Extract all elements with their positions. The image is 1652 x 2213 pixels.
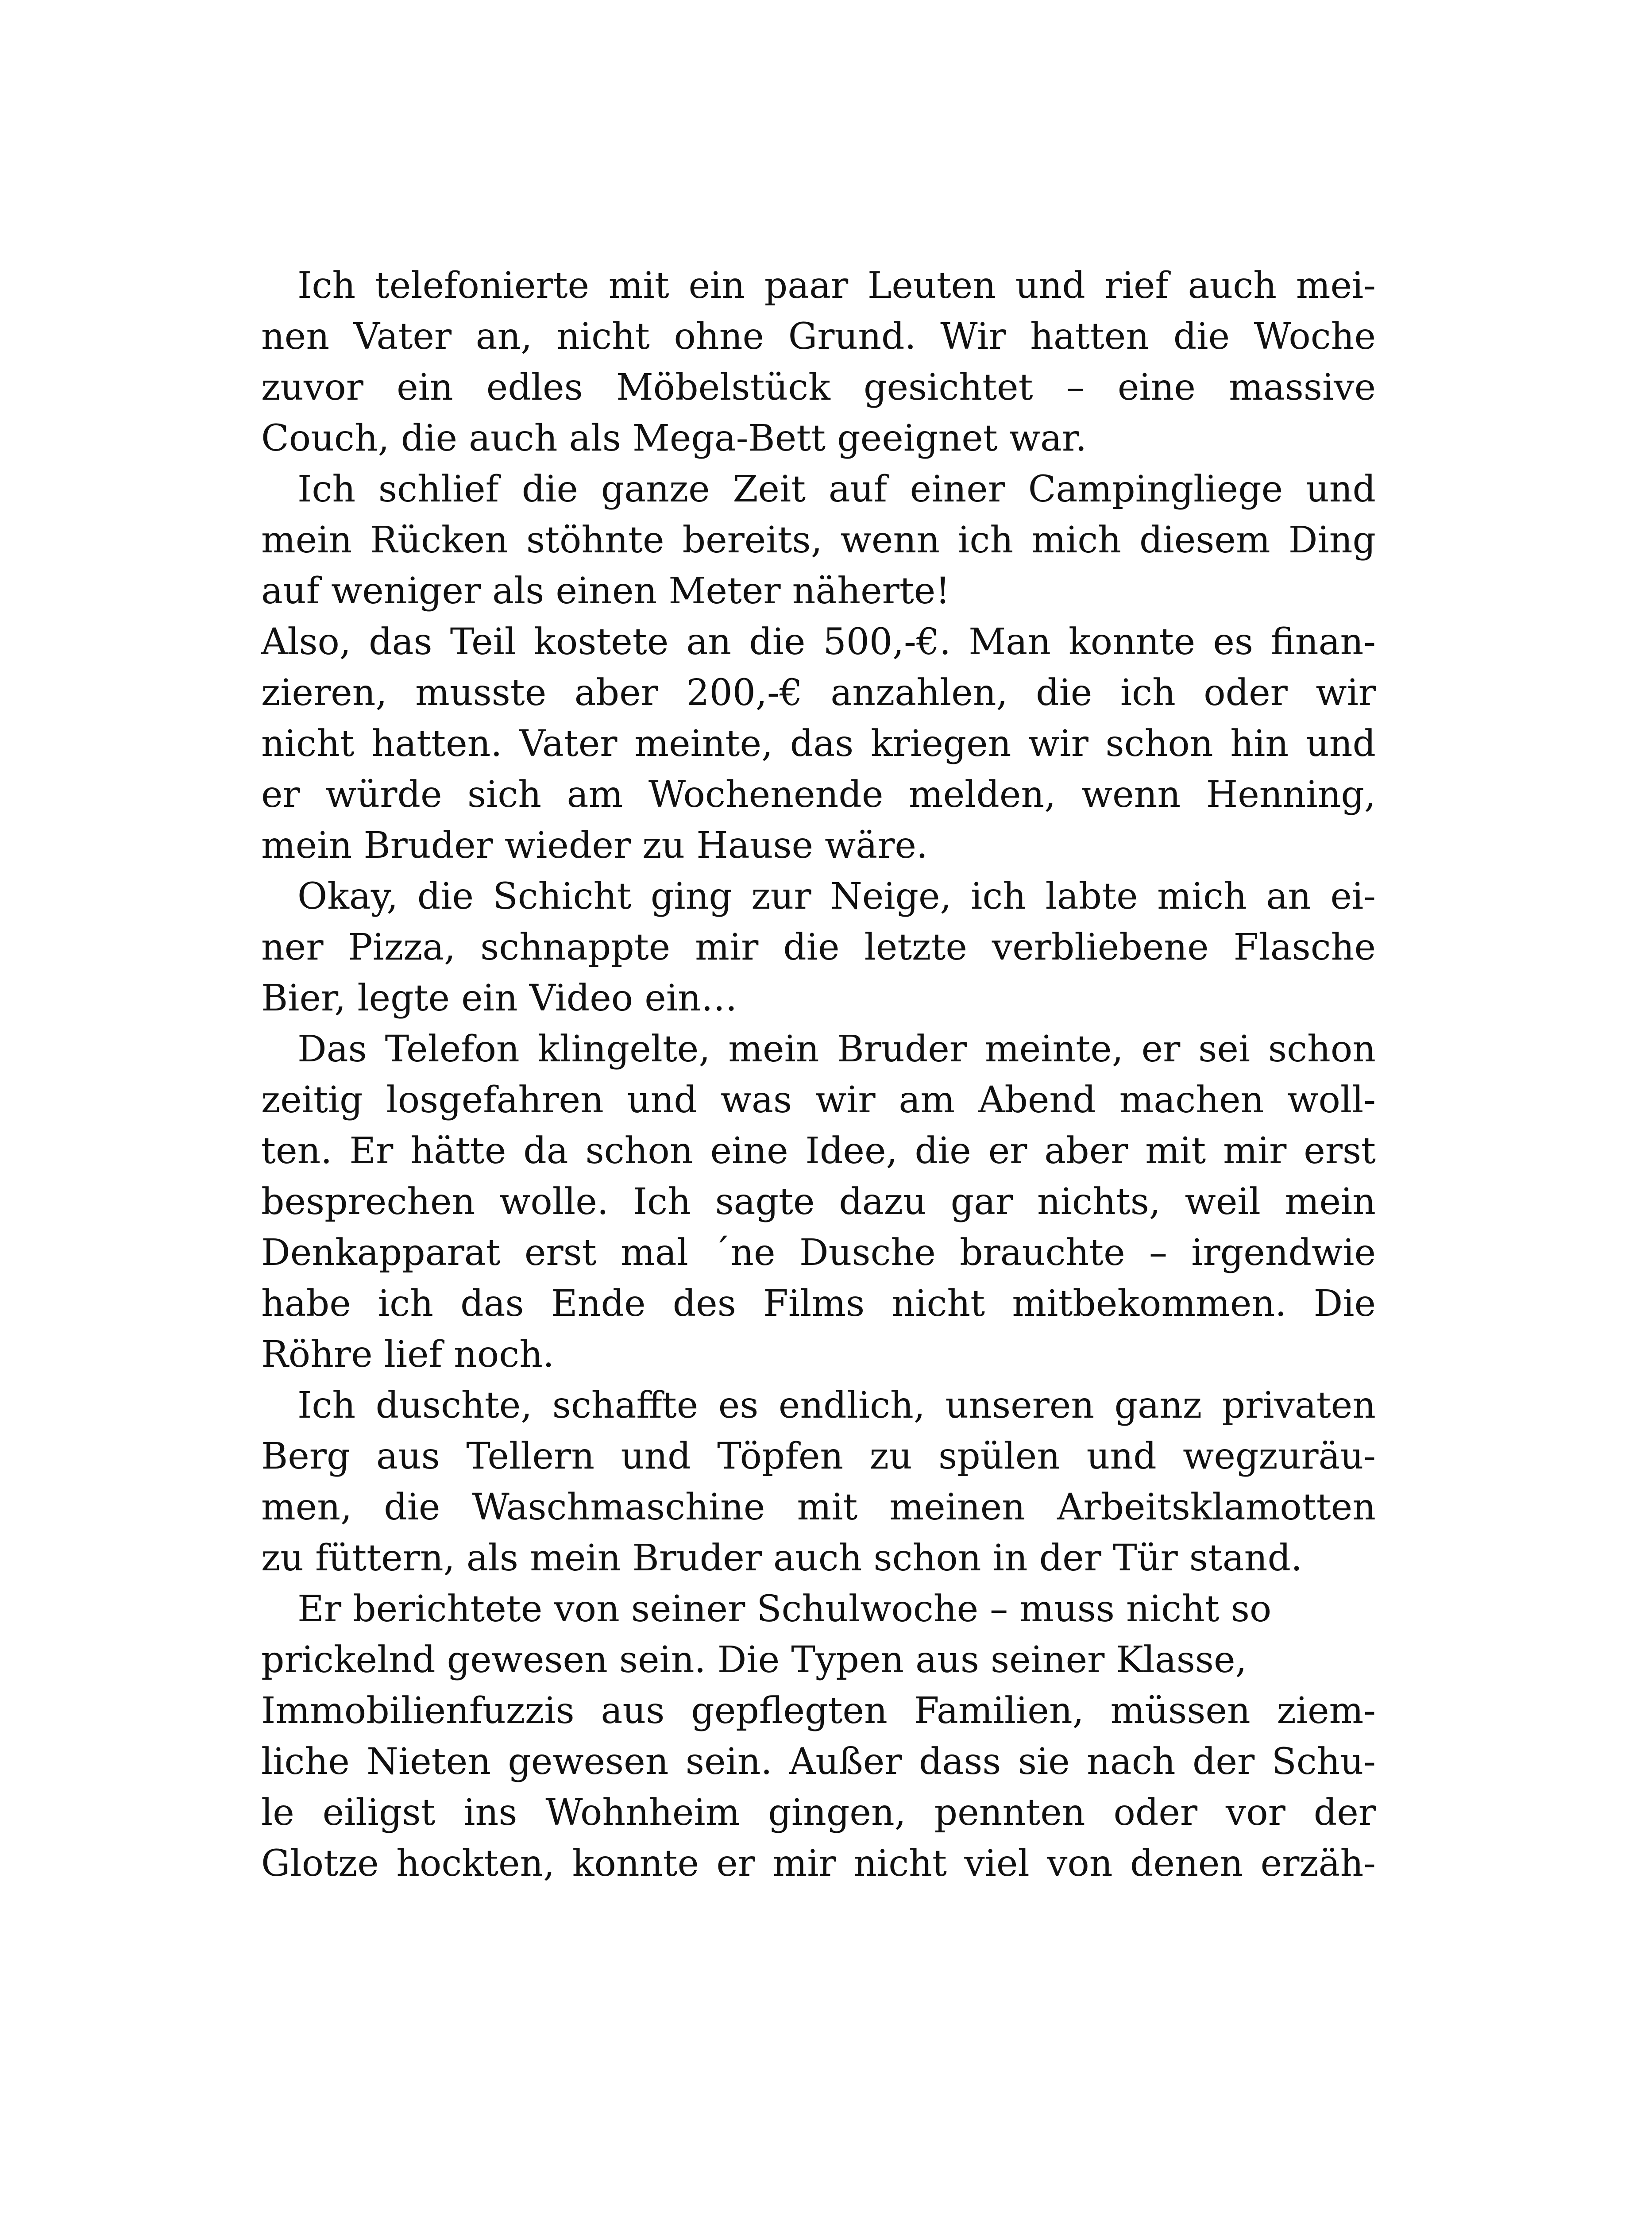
text-line: er würde sich am Wochenende melden, wenn Henning,: [261, 774, 1376, 816]
paragraph: [261, 260, 1376, 464]
text-line: liche Nieten gewesen sein. Außer dass sie nach der Schu-: [261, 1741, 1376, 1783]
paragraph: [261, 464, 1376, 617]
text-line: besprechen wolle. Ich sagte dazu gar nichts, weil mein: [261, 1181, 1376, 1223]
text-line: mein Rücken stöhnte bereits, wenn ich mich diesem Ding: [261, 519, 1376, 561]
text-line: zuvor ein edles Möbelstück gesichtet – eine massive: [261, 366, 1376, 409]
text-line: ner Pizza, schnappte mir die letzte verbliebene Flasche: [261, 926, 1376, 968]
text-line: mein Bruder wieder zu Hause wäre.: [261, 825, 928, 867]
text-line: Ich duschte, schaffte es endlich, unseren ganz privaten: [297, 1384, 1376, 1426]
text-line: Ich telefonierte mit ein paar Leuten und rief auch mei-: [297, 265, 1376, 307]
paragraph: [261, 1380, 1376, 1584]
page-number: [0, 2209, 1652, 2213]
paragraph: [261, 1584, 1376, 1889]
text-line: men, die Waschmaschine mit meinen Arbeitsklamotten: [261, 1486, 1376, 1528]
text-line: auf weniger als einen Meter näherte!: [261, 570, 950, 612]
text-line: prickelnd gewesen sein. Die Typen aus seiner Klasse,: [261, 1639, 1247, 1681]
text-line: Couch, die auch als Mega-Bett geeignet war.: [261, 417, 1087, 459]
text-line: zu füttern, als mein Bruder auch schon in der Tür stand.: [261, 1537, 1303, 1579]
text-line: zeitig losgefahren und was wir am Abend machen woll-: [261, 1079, 1376, 1121]
text-line: habe ich das Ende des Films nicht mitbekommen. Die: [261, 1283, 1376, 1325]
text-line: Immobilienfuzzis aus gepflegten Familien, müssen ziem-: [261, 1690, 1376, 1732]
text-line: nen Vater an, nicht ohne Grund. Wir hatten die Woche: [261, 316, 1376, 358]
text-line: le eiligst ins Wohnheim gingen, pennten oder vor der: [261, 1792, 1376, 1834]
text-line: Okay, die Schicht ging zur Neige, ich labte mich an ei-: [297, 875, 1376, 918]
text-line: Er berichtete von seiner Schulwoche – muss nicht so: [297, 1588, 1272, 1630]
text-line: Röhre lief noch.: [261, 1334, 555, 1376]
paragraph: [261, 617, 1376, 871]
text-line: Das Telefon klingelte, mein Bruder meinte, er sei schon: [297, 1028, 1376, 1070]
text-line: Ich schlief die ganze Zeit auf einer Campingliege und: [297, 468, 1376, 510]
paragraph: [261, 1024, 1376, 1380]
text-line: ten. Er hätte da schon eine Idee, die er aber mit mir erst: [261, 1130, 1376, 1172]
text-line: Glotze hockten, konnte er mir nicht viel von denen erzäh-: [261, 1843, 1376, 1885]
text-line: Bier, legte ein Video ein…: [261, 977, 737, 1019]
text-line: Berg aus Tellern und Töpfen zu spülen und wegzuräu-: [261, 1435, 1376, 1477]
body-text: [261, 260, 1376, 1889]
paragraph: [261, 871, 1376, 1024]
text-line: zieren, musste aber 200,-€ anzahlen, die ich oder wir: [261, 672, 1376, 714]
text-line: Also, das Teil kostete an die 500,-€. Man konnte es finan-: [261, 621, 1376, 663]
text-line: nicht hatten. Vater meinte, das kriegen wir schon hin und: [261, 723, 1376, 765]
text-line: Denkapparat erst mal ´ne Dusche brauchte – irgendwie: [261, 1232, 1376, 1274]
